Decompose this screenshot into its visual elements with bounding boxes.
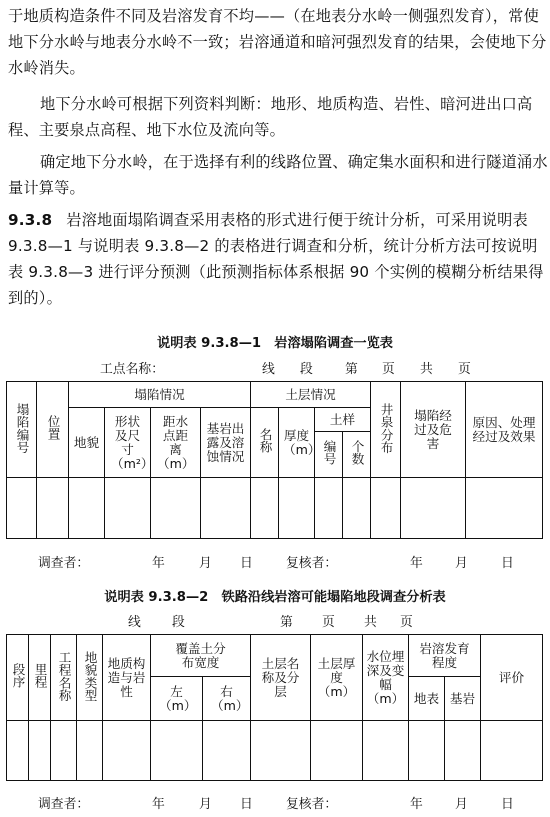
table1-investigator-label: 调查者：: [38, 556, 90, 571]
col-geology: 地质构造与岩性: [103, 635, 151, 721]
table1-section-label: 段: [300, 362, 313, 377]
table1-page-label: 页: [382, 362, 395, 377]
group-soil-sample: 土样: [315, 408, 371, 432]
table1-day-label: 日: [240, 556, 253, 571]
col-position: 位置: [37, 382, 69, 478]
col-soil-thickness: 土层厚度（m）: [311, 635, 363, 721]
table2-year2-label: 年: [410, 797, 423, 812]
col-water-level: 水位埋深及变幅（m）: [363, 635, 409, 721]
col-evaluation: 评价: [481, 635, 543, 721]
col-shape-size: 形状及尺寸（m²）: [105, 408, 151, 478]
table2-section-label: 段: [172, 615, 185, 630]
table2-caption: 说明表 9.3.8—2 铁路沿线岩溶可能塌陷地段调查分析表: [104, 590, 446, 605]
col-well-spring: 井泉分布: [371, 382, 401, 478]
table2-month2-label: 月: [455, 797, 468, 812]
col-mileage: 里程: [29, 635, 51, 721]
table2-empty-row: [7, 721, 543, 781]
col-sample-no: 编号: [315, 432, 343, 478]
table2-month-label: 月: [199, 797, 212, 812]
table1-month2-label: 月: [455, 556, 468, 571]
col-left-width: 左（m）: [151, 677, 203, 721]
section-9-3-8: [8, 207, 548, 311]
table1-pages-label: 页: [458, 362, 471, 377]
col-sample-count: 个数: [343, 432, 371, 478]
table1-reviewer-label: 复核者：: [286, 556, 338, 571]
paragraph-purpose: 确定地下分水岭，在于选择有利的线路位置、确定集水面积和进行隧道涌水量计算等。: [8, 153, 548, 197]
paragraph-continuation: 于地质构造条件不同及岩溶发育不均——（在地表分水岭一侧强烈发育），常使地下分水岭与地表分水岭不一致；岩溶通道和暗河强烈发育的结果，会使地下分水岭消失。: [8, 7, 547, 77]
col-collapse-history: 塌陷经过及危害: [401, 382, 466, 478]
table2-year-label: 年: [152, 797, 165, 812]
table2-total-label: 共: [364, 615, 377, 630]
col-project-name: 工程名称: [51, 635, 77, 721]
section-number: 9.3.8: [8, 211, 53, 229]
table1-page-no-label: 第: [345, 362, 358, 377]
collapse-survey-table: [6, 381, 543, 539]
group-collapse-status: 塌陷情况: [69, 382, 251, 408]
karst-collapse-analysis-table: [6, 634, 543, 781]
table1-month-label: 月: [199, 556, 212, 571]
table2-pages-label: 页: [400, 615, 413, 630]
col-distance-to-water: 距水点距离（m）: [151, 408, 201, 478]
table1-day2-label: 日: [501, 556, 514, 571]
table2-reviewer-label: 复核者：: [286, 797, 338, 812]
section-text: 岩溶地面塌陷调查采用表格的形式进行便于统计分析，可采用说明表 9.3.8—1 与说明表 9.3.8—2 的表格进行调查和分析，统计分析方法可按说明表 9.3.8—3 进行评分预测（此预测指标体系根据 90 个实例的模糊分析结果得到的）。: [8, 211, 544, 307]
col-right-width: 右（m）: [203, 677, 251, 721]
col-landform-type: 地貌类型: [77, 635, 103, 721]
paragraph-groundwater-divide: 地下分水岭可根据下列资料判断：地形、地质构造、岩性、暗河进出口高程、主要泉点高程、地下水位及流向等。: [8, 95, 533, 139]
table1-line-label: 线: [262, 362, 275, 377]
col-bedrock-exposure: 基岩出露及溶蚀情况: [201, 408, 251, 478]
table1-year-label: 年: [152, 556, 165, 571]
col-cause-treatment: 原因、处理经过及效果: [466, 382, 543, 478]
col-bedrock: 基岩: [445, 677, 481, 721]
col-landform: 地貌: [69, 408, 105, 478]
col-segment: 段序: [7, 635, 29, 721]
group-cover-width: 覆盖土分布宽度: [151, 635, 251, 677]
col-surface: 地表: [409, 677, 445, 721]
table1-site-label: 工点名称：: [100, 362, 164, 377]
table1-empty-row: [7, 478, 543, 539]
table1-total-label: 共: [420, 362, 433, 377]
table2-day2-label: 日: [501, 797, 514, 812]
table2-line-label: 线: [128, 615, 141, 630]
col-collapse-id: 塌陷编号: [7, 382, 37, 478]
col-soil-name: 名称: [251, 408, 279, 478]
group-karst-development: 岩溶发育程度: [409, 635, 481, 677]
col-soil-thickness: 厚度（m）: [279, 408, 315, 478]
table2-page-no-label: 第: [280, 615, 293, 630]
table2-day-label: 日: [240, 797, 253, 812]
table2-page-label: 页: [322, 615, 335, 630]
table1-year2-label: 年: [410, 556, 423, 571]
group-soil-status: 土层情况: [251, 382, 371, 408]
table1-caption: 说明表 9.3.8—1 岩溶塌陷调查一览表: [157, 336, 393, 351]
col-soil-name-layer: 土层名称及分层: [251, 635, 311, 721]
table2-investigator-label: 调查者：: [38, 797, 90, 812]
